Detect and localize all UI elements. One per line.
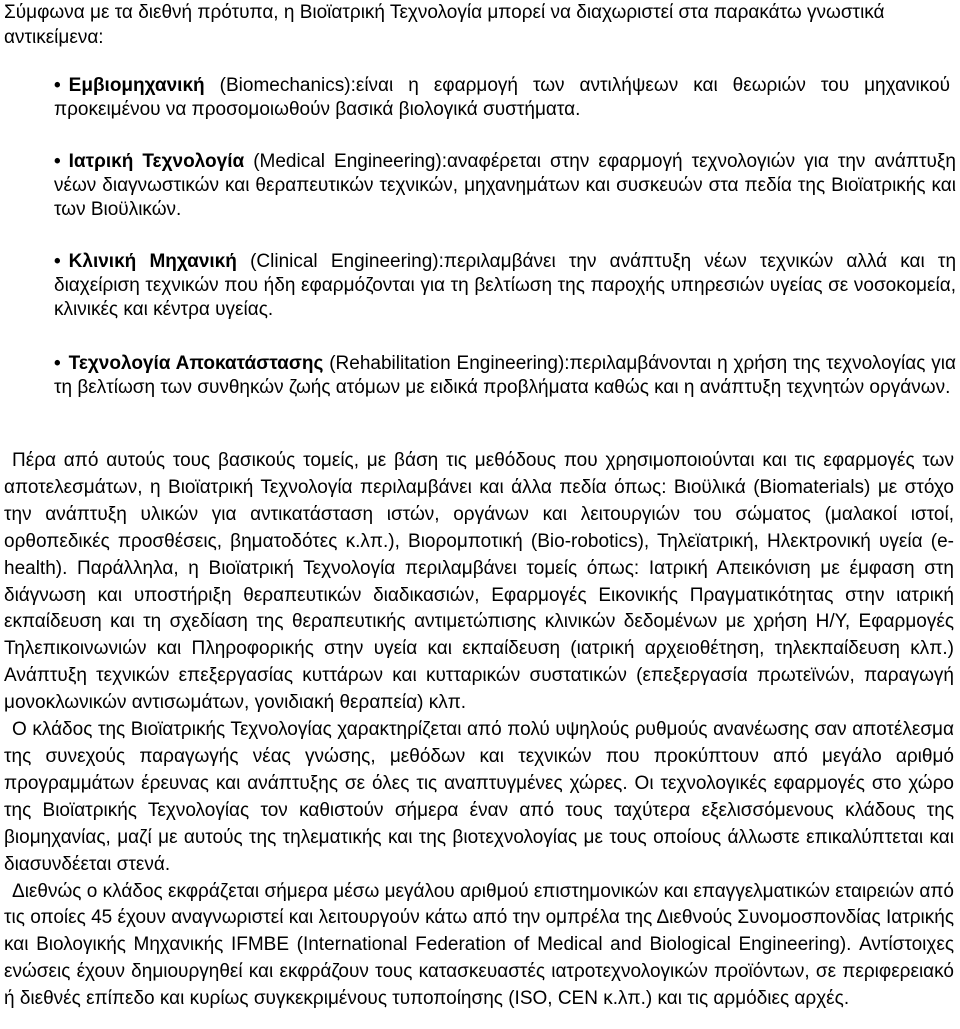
- bullet-text: (Clinical Engineering):περιλαμβάνει την ανάπτυξη νέων τεχνικών αλλά και τη διαχείριση τεχνικών που ήδη εφαρμόζονται για τη βελτίωση της παροχής υπηρεσιών υγείας σε νοσοκομεία, κλινικές και κέντρα υγείας.: [54, 251, 957, 320]
- bullet-text: (Biomechanics):είναι η εφαρμογή των αντιλήψεων και θεωριών του μηχανικού προκειμένου να προσομοιωθούν βασικά βιολογικά συστήματα.: [54, 75, 950, 120]
- bullet-term: Εμβιομηχανική: [68, 75, 205, 96]
- bullet-marker: •: [54, 353, 61, 374]
- bullet-item-medical-engineering: [54, 150, 956, 222]
- paragraph-international: Διεθνώς ο κλάδος εκφράζεται σήμερα μέσω μεγάλου αριθμού επιστημονικών και επαγγελματικών εταιρειών από τις οποίες 45 έχουν αναγνωριστεί και λειτουργούν κάτω από την ομπρέλα της Διεθνούς Συνομοσπονδίας Ιατρικής και Βιολογικής Μηχανικής IFMBE (International Federation of Medical and Biological Engineering). Αντίστοιχες ενώσεις έχουν δημιουργηθεί και εκφράζουν τους κατασκευαστές ιατροτεχνολογικών προϊόντων, σε περιφερειακό ή διεθνές επίπεδο και κυρίως συγκεκριμένους τυποποίησης (ISO, CEN κ.λπ.) και τις αρμόδιες αρχές.: [4, 880, 954, 1010]
- bullet-marker: •: [54, 75, 61, 96]
- paragraph-other-fields: Πέρα από αυτούς τους βασικούς τομείς, με βάση τις μεθόδους που χρησιμοποιούνται και τις εφαρμογές των αποτελεσμάτων, η Βιοϊατρική Τεχνολογία περιλαμβάνει και άλλα πεδία όπως: Βιοϋλικά (Biomaterials) με στόχο την ανάπτυξη υλικών για αντικατάσταση ιστών, οργάνων και λειτουργιών του σώματος (μαλακοί ιστοί, ορθοπεδικές προσθέσεις, βηματοδότες κ.λπ.), Βιορομποτική (Bio-robotics), Τηλεϊατρική, Ηλεκτρονική υγεία (e-health). Παράλληλα, η Βιοϊατρική Τεχνολογία περιλαμβάνει τομείς όπως: Ιατρική Απεικόνιση με έμφαση στη διάγνωση και υποστήριξη θεραπευτικών διαδικασιών, Εφαρμογές Εικονικής Πραγματικότητας στην ιατρική εκπαίδευση και τη σχεδίαση της θεραπευτικής αντιμετώπισης κλινικών δεδομένων με χρήση Η/Υ, Εφαρμογές Τηλεπικοινωνιών και Πληροφορικής στην υγεία και εκπαίδευση (ιατρική αρχειοθέτηση, τηλεκπαίδευση κλπ.) Ανάπτυξη τεχνικών επεξεργασίας κυττάρων και κυτταρικών συστατικών (επεξεργασία πρωτεϊνών, παραγωγή μονοκλωνικών αντισωμάτων, γονιδιακή θεραπεία) κλπ.: [4, 450, 954, 714]
- bullet-term: Τεχνολογία Αποκατάστασης: [68, 353, 324, 374]
- bullet-item-rehabilitation-engineering: [54, 352, 956, 400]
- bullet-term: Ιατρική Τεχνολογία: [68, 151, 245, 172]
- bullet-item-clinical-engineering: [54, 250, 956, 322]
- bullet-item-biomechanics: [54, 74, 950, 122]
- bullet-text: (Medical Engineering):αναφέρεται στην εφαρμογή τεχνολογιών για την ανάπτυξη νέων διαγνωστικών και θεραπευτικών τεχνικών, μηχανημάτων και συσκευών στα πεδία της Βιοϊατρικής και των Βιοϋλικών.: [54, 151, 956, 220]
- bullet-marker: •: [54, 251, 61, 272]
- body-text: [4, 448, 954, 1013]
- bullet-term: Κλινική Μηχανική: [68, 251, 237, 272]
- bullet-text: (Rehabilitation Engineering):περιλαμβάνονται η χρήση της τεχνολογίας για τη βελτίωση των συνθηκών ζωής ατόμων με ειδικά προβλήματα καθώς και η ανάπτυξη τεχνητών οργάνων.: [54, 353, 956, 398]
- bullet-marker: •: [54, 151, 61, 172]
- paragraph-growth: Ο κλάδος της Βιοϊατρικής Τεχνολογίας χαρακτηρίζεται από πολύ υψηλούς ρυθμούς ανανέωσης σαν αποτέλεσμα της συνεχούς παραγωγής νέας γνώσης, μεθόδων και τεχνικών που προκύπτουν από μεγάλο αριθμό προγραμμάτων έρευνας και ανάπτυξης σε όλες τις αναπτυγμένες χώρες. Οι τεχνολογικές εφαρμογές στο χώρο της Βιοϊατρικής Τεχνολογίας τον καθιστούν σήμερα έναν από τους ταχύτερα εξελισσόμενους κλάδους της βιομηχανίας, μαζί με αυτούς της τηλεματικής και της βιοτεχνολογίας με τους οποίους άλλωστε επικαλύπτεται και διασυνδέεται στενά.: [4, 719, 954, 875]
- intro-text: Σύμφωνα με τα διεθνή πρότυπα, η Βιοϊατρική Τεχνολογία μπορεί να διαχωριστεί στα παρακάτω γνωστικά αντικείμενα:: [4, 2, 885, 48]
